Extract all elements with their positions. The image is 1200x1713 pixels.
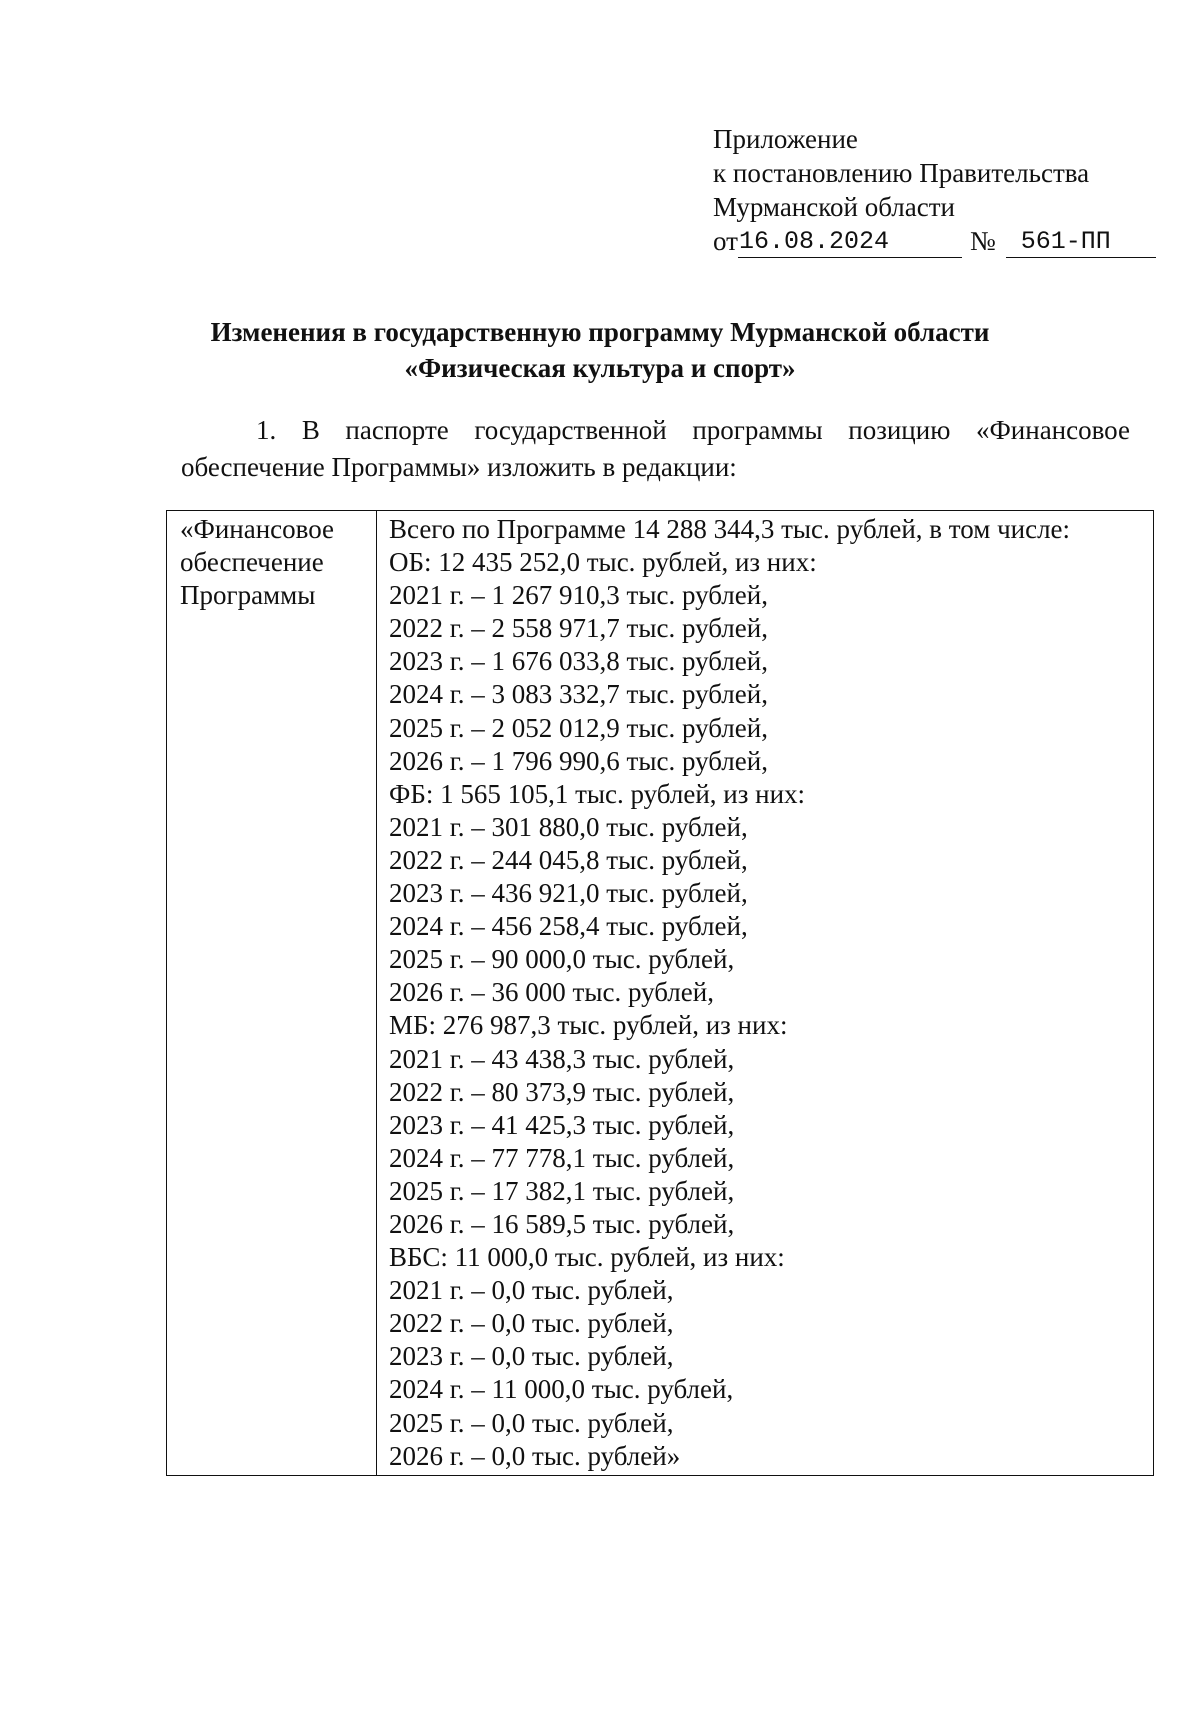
financing-line: 2023 г. – 436 921,0 тыс. рублей, (389, 878, 748, 909)
appendix-line: Приложение (713, 124, 858, 154)
financing-line: 2023 г. – 0,0 тыс. рублей, (389, 1341, 674, 1372)
financing-line: 2026 г. – 36 000 тыс. рублей, (389, 977, 714, 1008)
financing-line: 2022 г. – 0,0 тыс. рублей, (389, 1308, 674, 1339)
financing-line: 2025 г. – 17 382,1 тыс. рублей, (389, 1175, 735, 1206)
label-cell (167, 511, 377, 1476)
financing-line: Всего по Программе 14 288 344,3 тыс. рублей, в том числе: (389, 514, 1071, 544)
financing-line: 2022 г. – 80 373,9 тыс. рублей, (389, 1076, 735, 1107)
financing-line: 2025 г. – 0,0 тыс. рублей, (389, 1407, 674, 1438)
financing-cell (377, 511, 1154, 1476)
financing-line: 2026 г. – 0,0 тыс. рублей» (389, 1440, 681, 1471)
financing-line: ВБС: 11 000,0 тыс. рублей, из них: (389, 1242, 785, 1273)
financing-line: 2024 г. – 456 258,4 тыс. рублей, (389, 911, 748, 942)
financing-line: 2026 г. – 16 589,5 тыс. рублей, (389, 1208, 735, 1239)
appendix-line: к постановлению Правительства (713, 158, 1090, 188)
financing-line: 2023 г. – 41 425,3 тыс. рублей, (389, 1109, 735, 1140)
approval-line (713, 224, 1156, 258)
intro-paragraph (181, 412, 1130, 486)
appendix-block (713, 122, 1156, 258)
title-line: «Физическая культура и спорт» (404, 353, 796, 383)
financing-line: 2022 г. – 2 558 971,7 тыс. рублей, (389, 613, 768, 644)
financing-line: ОБ: 12 435 252,0 тыс. рублей, из них: (389, 547, 817, 578)
financing-line: 2023 г. – 1 676 033,8 тыс. рублей, (389, 646, 768, 677)
label-line: «Финансовое (180, 514, 335, 544)
resolution-number: 561-ПП (1006, 227, 1156, 258)
financing-line: 2026 г. – 1 796 990,6 тыс. рублей, (389, 745, 768, 776)
document-title (0, 314, 1200, 386)
financing-line: 2021 г. – 43 438,3 тыс. рублей, (389, 1043, 735, 1074)
financing-table (166, 510, 1154, 1476)
resolution-date: 16.08.2024 (738, 227, 962, 258)
financing-line: 2021 г. – 1 267 910,3 тыс. рублей, (389, 580, 768, 611)
financing-line: 2024 г. – 11 000,0 тыс. рублей, (389, 1374, 734, 1405)
financing-line: 2024 г. – 3 083 332,7 тыс. рублей, (389, 679, 768, 710)
financing-line: 2021 г. – 301 880,0 тыс. рублей, (389, 811, 748, 842)
financing-line: 2025 г. – 90 000,0 тыс. рублей, (389, 944, 735, 975)
financing-line: МБ: 276 987,3 тыс. рублей, из них: (389, 1010, 788, 1041)
date-prefix: от (713, 226, 738, 256)
intro-line: обеспечение Программы» изложить в редакции: (181, 452, 737, 482)
label-line: обеспечение (180, 547, 324, 578)
number-sign: № (969, 226, 996, 256)
appendix-line: Мурманской области (713, 192, 955, 222)
financing-line: ФБ: 1 565 105,1 тыс. рублей, из них: (389, 778, 806, 809)
table-row (167, 511, 1154, 1476)
financing-line: 2024 г. – 77 778,1 тыс. рублей, (389, 1142, 735, 1173)
financing-line: 2022 г. – 244 045,8 тыс. рублей, (389, 844, 748, 875)
financing-line: 2025 г. – 2 052 012,9 тыс. рублей, (389, 712, 768, 743)
label-line: Программы (180, 580, 316, 611)
title-line: Изменения в государственную программу Мурманской области (210, 317, 990, 347)
financing-line: 2021 г. – 0,0 тыс. рублей, (389, 1275, 674, 1306)
intro-line: 1. В паспорте государственной программы позицию «Финансовое (256, 415, 1130, 445)
